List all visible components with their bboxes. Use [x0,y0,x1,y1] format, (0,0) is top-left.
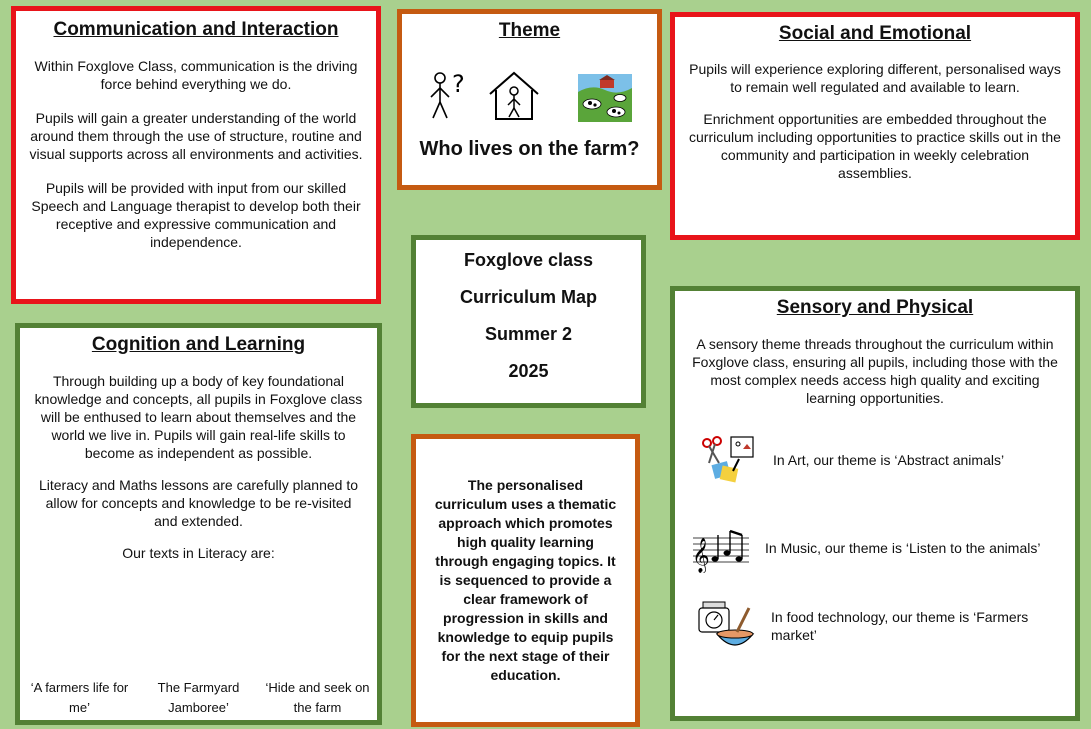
house-person-icon [488,70,540,122]
communication-box [11,6,381,304]
cognition-title: Cognition and Learning [91,334,306,355]
cognition-box [15,323,382,725]
social-title: Social and Emotional [778,23,972,44]
social-p2: Enrichment opportunities are embedded throughout the curriculum including opportunities to practice skills out in the community and participation in weekly celebration assemblies. [689,111,1061,181]
food-technology-icon [697,596,757,656]
farm-cows-icon [578,74,632,122]
cognition-p1: Through building up a body of key foundational knowledge and concepts, all pupils in Foxglove class will be enthused to learn about themselves and the world we live in. Pupils will gain real-life skills to become as independent as possible. [34,373,363,461]
music-row [691,523,1040,573]
theme-title: Theme [498,20,561,41]
svg-text:𝄞: 𝄞 [692,538,710,573]
approach-box [411,434,640,727]
food-row [697,596,1061,656]
approach-text: The personalised curriculum uses a thematic approach which promotes high quality learning through engaging topics. It is sequenced to provide a clear framework of progression in skills and knowledge to equip pupils for the next stage of their education. [434,477,617,683]
cognition-p3: Our texts in Literacy are: [122,545,275,561]
social-p1: Pupils will experience exploring different, personalised ways to remain well regulated and available to learn. [689,61,1061,95]
communication-title: Communication and Interaction [53,19,339,40]
class-name: Foxglove class [463,250,594,270]
theme-symbols [428,70,638,126]
term: Summer 2 [484,324,573,344]
literacy-texts [20,678,377,718]
year: 2025 [508,361,549,381]
art-icon [699,435,759,485]
literacy-text: ‘Hide and seek on the farm [265,680,370,715]
music-notes-icon [691,523,751,573]
sensory-title: Sensory and Physical [776,297,974,318]
svg-text:?: ? [452,70,465,98]
curriculum-map-title-box [411,235,646,408]
sensory-p1: A sensory theme threads throughout the curriculum within Foxglove class, ensuring all pupils, including those with the most complex needs access high quality and exciting learning opportunities. [692,336,1058,406]
cognition-p2: Literacy and Maths lessons are carefully planned to allow for concepts and knowledge to be re-visited and extended. [38,477,359,529]
communication-p1: Within Foxglove Class, communication is the driving force behind everything we do. [34,58,358,92]
art-theme: In Art, our theme is ‘Abstract animals’ [773,452,1005,468]
literacy-text: The Farmyard Jamboree’ [157,680,240,715]
communication-p2: Pupils will gain a greater understanding of the world around them through the use of structure, routine and visual supports across all environments and activities. [29,110,363,162]
theme-box [397,9,662,190]
social-box [670,12,1080,240]
food-theme: In food technology, our theme is ‘Farmers market’ [771,609,1029,643]
map-title: Curriculum Map [459,287,597,307]
communication-p3: Pupils will be provided with input from our skilled Speech and Language therapist to develop both their receptive and expressive communication and independence. [31,180,361,250]
music-theme: In Music, our theme is ‘Listen to the animals’ [765,540,1041,556]
literacy-text: ‘A farmers life for me’ [30,680,129,715]
theme-question: Who lives on the farm? [419,138,640,160]
sensory-box [670,286,1080,721]
art-row [699,435,1004,485]
person-question-icon [428,70,472,122]
